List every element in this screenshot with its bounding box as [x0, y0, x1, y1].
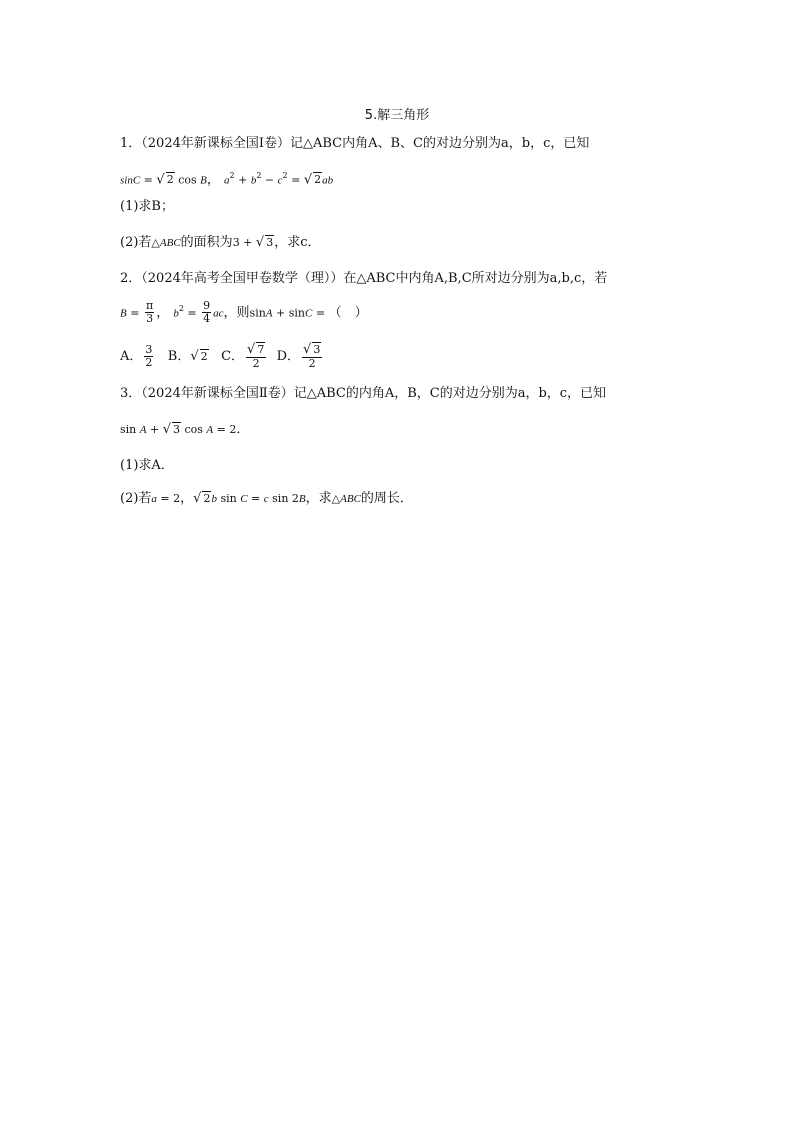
q3-part1: (1)求A．: [120, 458, 174, 473]
q3-condition: sin A + √ 3 cos A = 2．: [120, 422, 250, 437]
q1-conditions: sinC = √ 2 cos B， $a^2 + b^2 - c^2$ = √ 2ab: [120, 171, 334, 188]
q2-conditions: B = $\frac{\pi}{3}$ ， $b^2$ = $\frac{9}{4}$ ac，则sinA + sinC = （ ）: [120, 299, 368, 326]
q2-stem: 2．（2024年高考全国甲卷数学（理））在△ABC中内角A,B,C所对边分别为a,b,c，若: [120, 271, 608, 286]
q2-options: [120, 342, 324, 370]
page-title: 5.解三角形: [364, 108, 430, 123]
q3-stem: 3．（2024年新课标全国Ⅱ卷）记△ABC的内角A，B，C的对边分别为a，b，c，已知: [120, 386, 607, 401]
option-d: D． $\frac{√ 3}{2}$: [276, 342, 321, 370]
q1-part2: (2)若△ABC的面积为3 + √ 3，求c．: [120, 235, 321, 250]
q1-part1: (1)求B；: [120, 199, 174, 214]
q3-part2: (2)若a = 2，√ 2b sin C = c sin 2B，求△ABC的周长．: [120, 491, 413, 506]
q1-stem: 1．（2024年新课标全国Ⅰ卷）记△ABC内角A、B、C的对边分别为a，b，c，已知: [120, 136, 590, 151]
option-a: A． $\frac{3}{2}$: [120, 342, 153, 369]
option-c: C． $\frac{√ 7}{2}$: [221, 342, 265, 370]
option-b: B．√ 2: [167, 348, 208, 364]
